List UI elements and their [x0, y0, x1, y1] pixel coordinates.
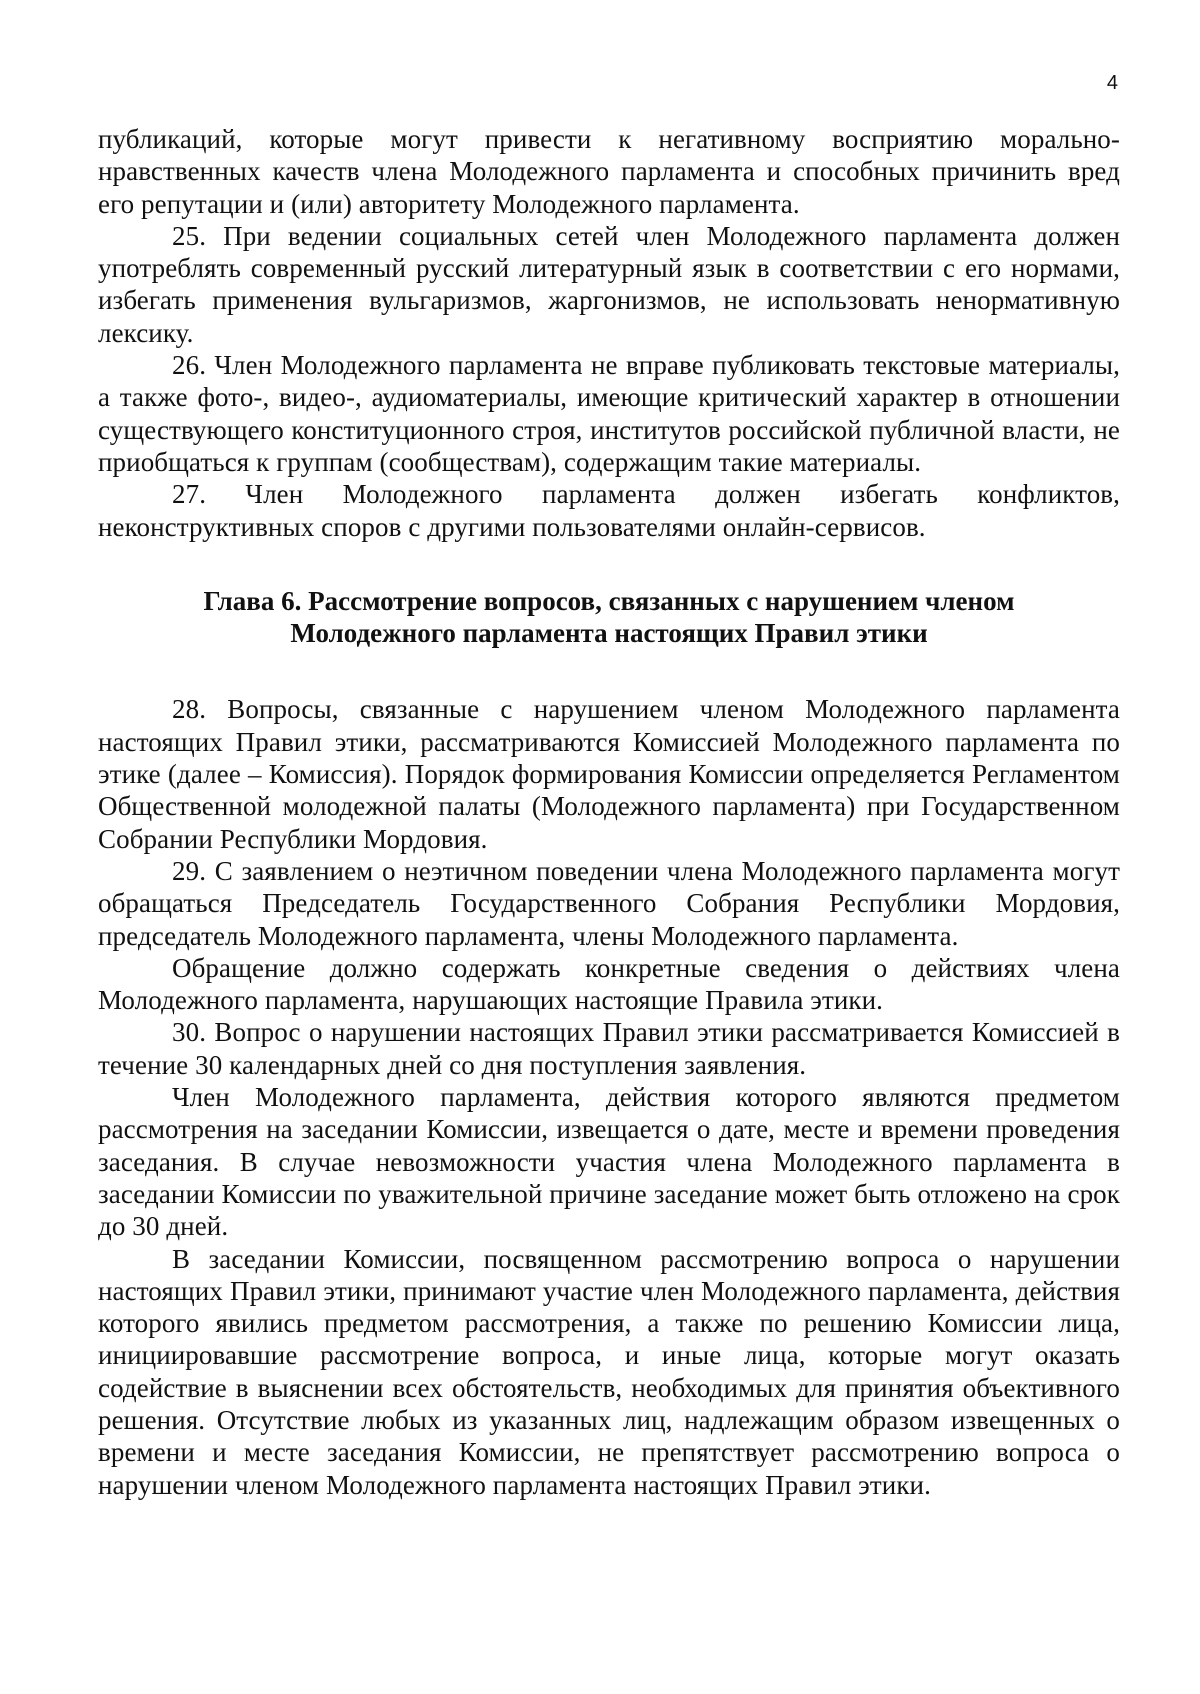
page-number: 4: [1106, 72, 1118, 94]
paragraph-30: 30. Вопрос о нарушении настоящих Правил этики рассматривается Комиссией в течение 30 календарных дней со дня поступления заявления.: [98, 1017, 1120, 1080]
chapter-heading: [98, 585, 1120, 650]
paragraph-30-participants: В заседании Комиссии, посвященном рассмотрению вопроса о нарушении настоящих Правил этики, принимают участие член Молодежного парламента, действия которого явились предметом рассмотрения, а также по решению Комиссии лица, инициировавшие рассмотрение вопроса, и иные лица, которые могут оказать содействие в выяснении всех обстоятельств, необходимых для принятия объективного решения. Отсутствие любых из указанных лиц, надлежащим образом извещенных о времени и месте заседания Комиссии, не препятствует рассмотрению вопроса о нарушении членом Молодежного парламента настоящих Правил этики.: [98, 1243, 1120, 1500]
paragraph-continuation: публикаций, которые могут привести к негативному восприятию морально-нравственных качеств члена Молодежного парламента и способных причинить вред его репутации и (или) авторитету Молодежного парламента.: [98, 124, 1120, 219]
chapter-heading-line-2: Молодежного парламента настоящих Правил этики: [290, 618, 928, 649]
paragraph-27: 27. Член Молодежного парламента должен избегать конфликтов, неконструктивных споров с другими пользователями онлайн-сервисов.: [98, 479, 1120, 542]
paragraph-30-notice: Член Молодежного парламента, действия которого являются предметом рассмотрения на заседании Комиссии, извещается о дате, месте и времени проведения заседания. В случае невозможности участия члена Молодежного парламента в заседании Комиссии по уважительной причине заседание может быть отложено на срок до 30 дней.: [98, 1082, 1120, 1242]
paragraph-29-appeal: Обращение должно содержать конкретные сведения о действиях члена Молодежного парламента, нарушающих настоящие Правила этики.: [98, 952, 1120, 1016]
document-content: [98, 123, 1120, 1501]
chapter-heading-line-1: Глава 6. Рассмотрение вопросов, связанных с нарушением членом: [203, 585, 1015, 616]
paragraph-26: 26. Член Молодежного парламента не вправе публиковать текстовые материалы, а также фото-, видео-, аудиоматериалы, имеющие критический характер в отношении существующего конституционного строя, институтов российской публичной власти, не приобщаться к группам (сообществам), содержащим такие материалы.: [98, 350, 1120, 477]
paragraph-25: 25. При ведении социальных сетей член Молодежного парламента должен употреблять современный русский литературный язык в соответствии с его нормами, избегать применения вульгаризмов, жаргонизмов, не использовать ненормативную лексику.: [98, 220, 1120, 348]
paragraph-29: 29. С заявлением о неэтичном поведении члена Молодежного парламента могут обращаться Председатель Государственного Собрания Республики Мордовия, председатель Молодежного парламента, члены Молодежного парламента.: [98, 855, 1120, 951]
paragraph-28: 28. Вопросы, связанные с нарушением членом Молодежного парламента настоящих Правил этики, рассматриваются Комиссией Молодежного парламента по этике (далее – Комиссия). Порядок формирования Комиссии определяется Регламентом Общественной молодежной палаты (Молодежного парламента) при Государственном Собрании Республики Мордовия.: [98, 694, 1120, 854]
